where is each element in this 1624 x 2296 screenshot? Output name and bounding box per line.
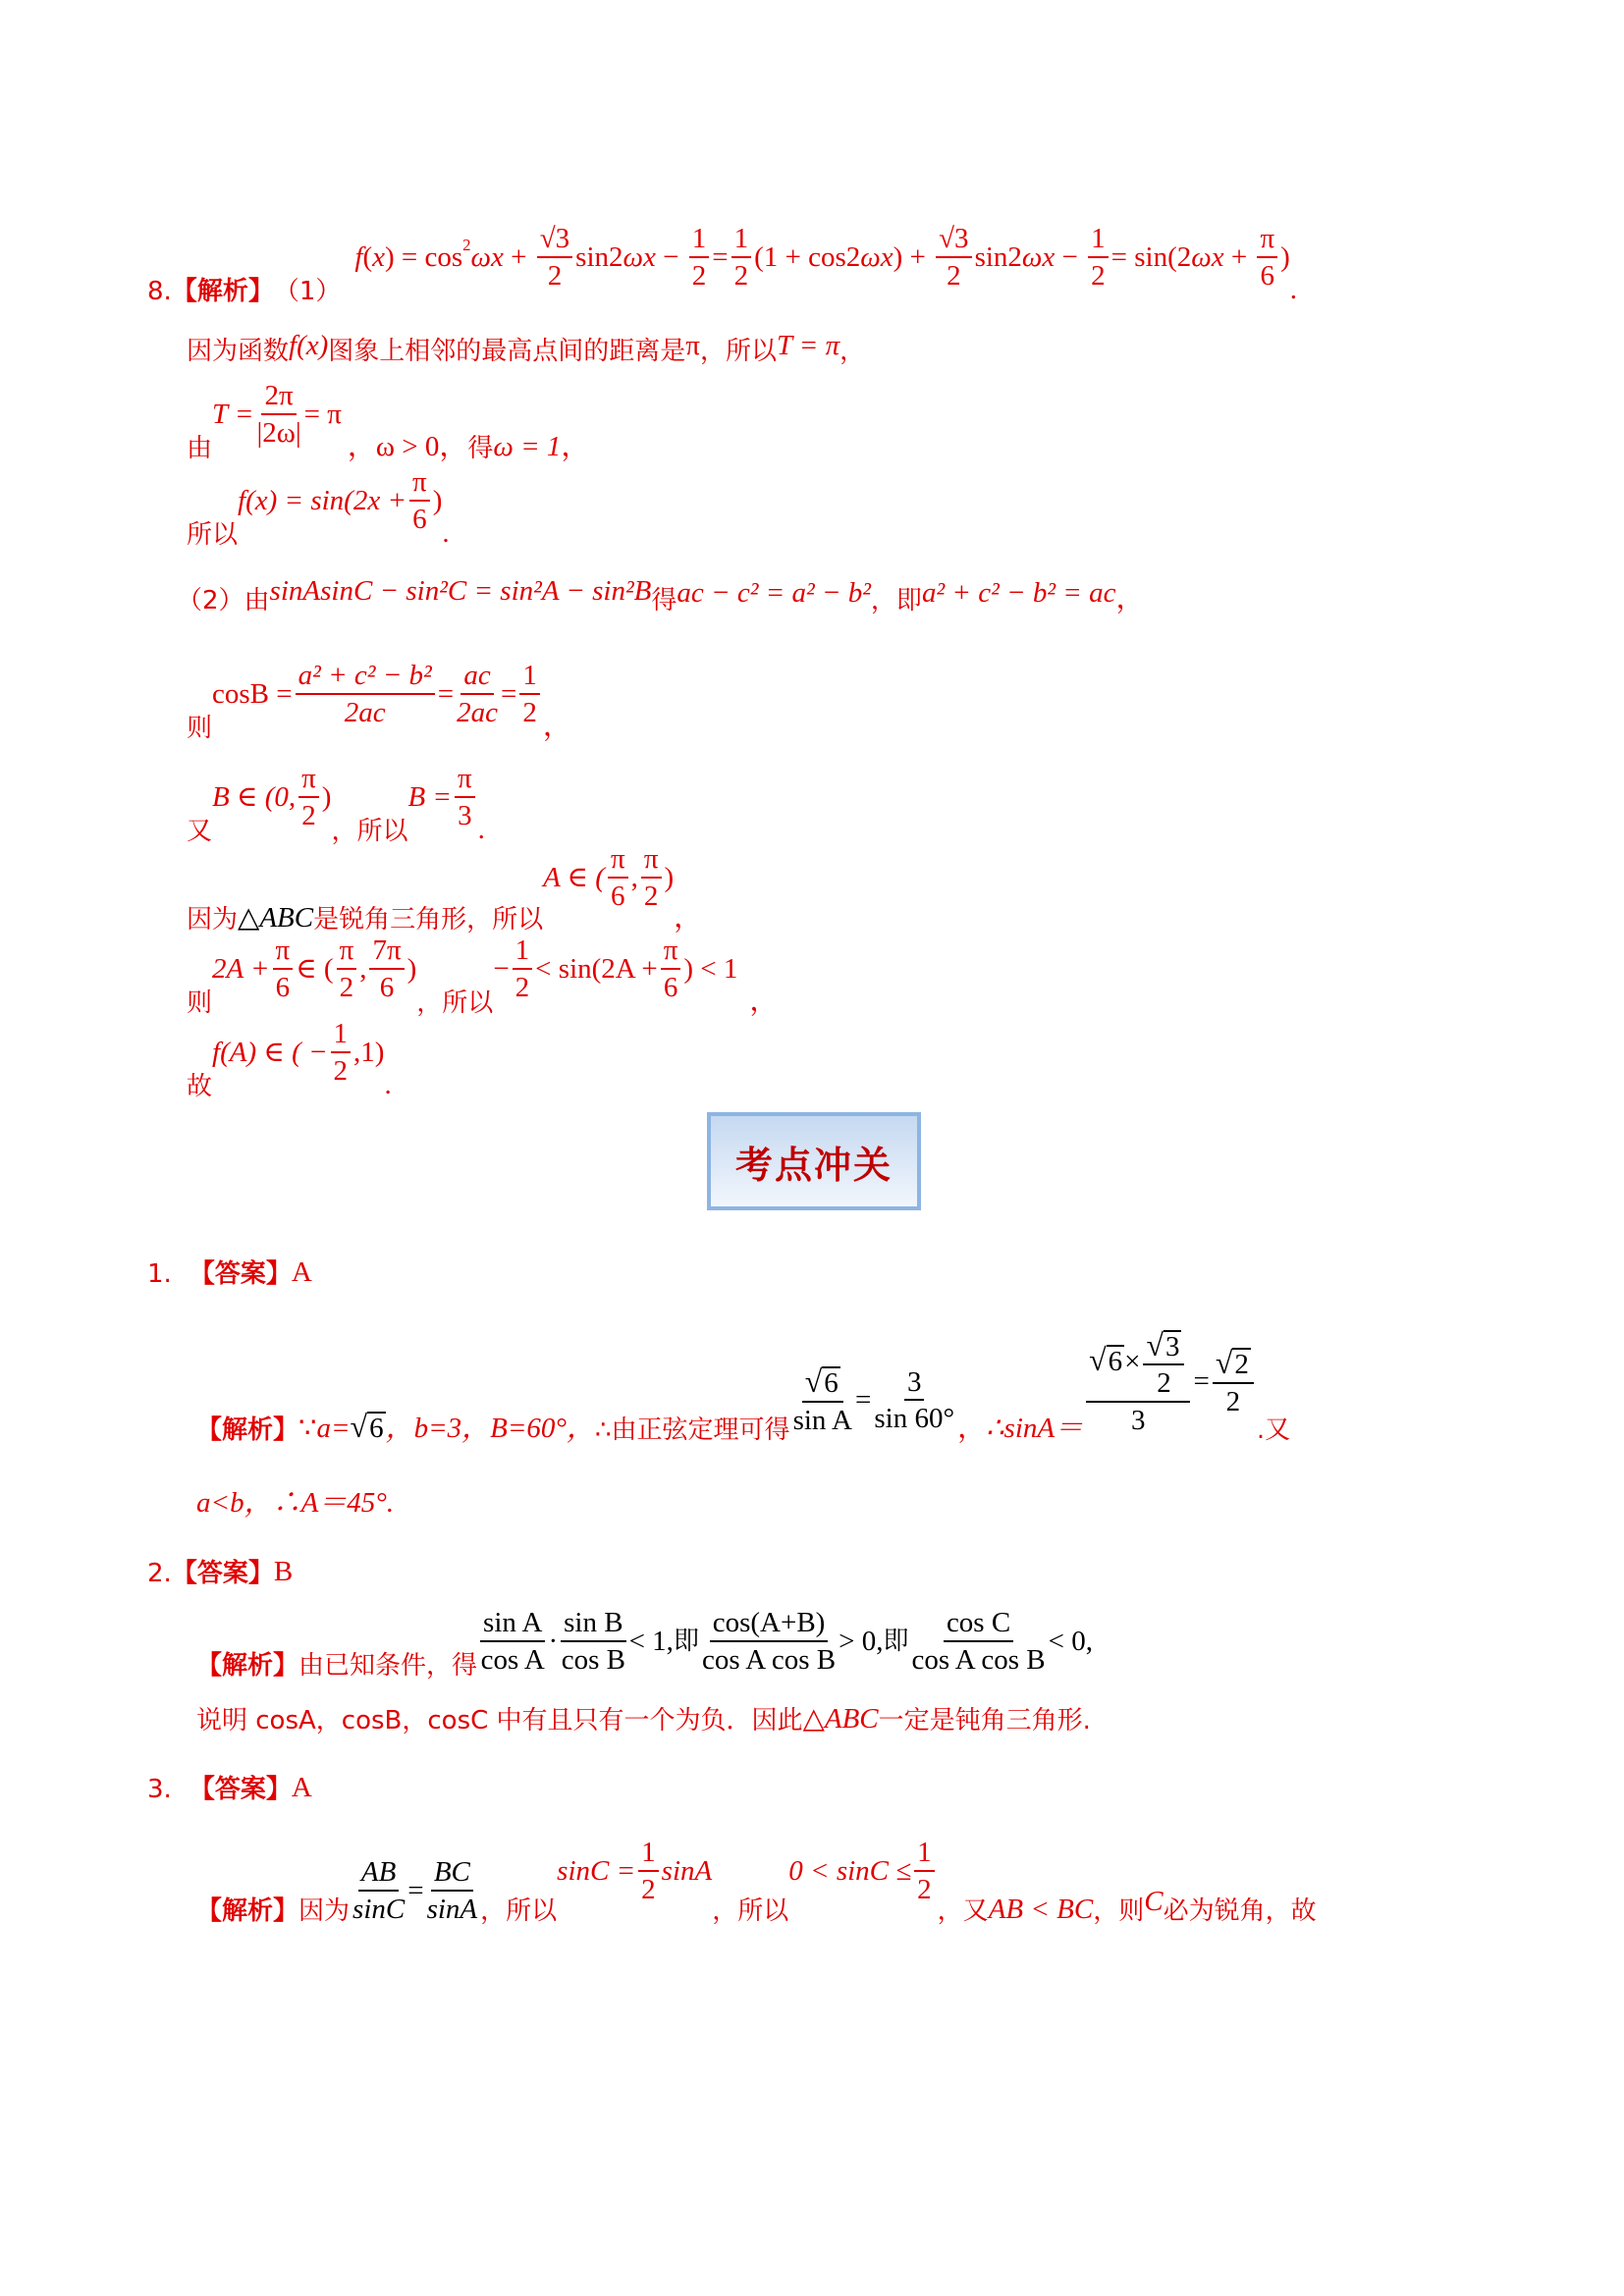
p8-line10: 故 f(A) ∈ ( − $\frac{1}{2}$ ,1) . (187, 1018, 392, 1101)
p8-line4: 所以 f(x) = sin(2x + $\frac{\pi}{6}$ ) . (187, 466, 450, 550)
section-callout-box (707, 1112, 921, 1210)
q3-analysis-line: 【解析】 因为 $\frac{AB}{\sin C}$ = $\frac{BC}{\sin A}$ ，所以 sinC = $\frac{1}{2}$ sinA ，所以 0 < sinC ≤ $\frac{1}{2}$ ，又 AB < BC ，则 C 必为锐角，故 (196, 1837, 1317, 1926)
p8-line3: 由 T = $\frac{2\pi}{|2\omega|}$ = π ，ω > 0， 得 ω = 1 ， (187, 380, 590, 463)
p8-line5: （2）由 sinAsinC − sin²C = sin²A − sin²B 得 ac − c² = a² − b² ，即 a² + c² − b² = ac ， (177, 575, 1145, 615)
analysis-label: 【解析】 (171, 277, 274, 306)
q1-conclusion-line: a<b，∴A＝45°. (196, 1487, 395, 1519)
q2-conclusion-line: 说明 cosA，cosB，cosC 中有且只有一个为负．因此 △ABC 一定是钝角三角形. (196, 1703, 1091, 1735)
q2-answer-line: 2. 【答案】 B (147, 1556, 294, 1588)
p8-line7: 又 B ∈ (0, $\frac{\pi}{2}$ ) ，所以 B = $\frac{\pi}{3}$ . (187, 763, 485, 846)
q1-analysis-line: 【解析】 ∵ a= √ 6 ，b=3，B=60°， ∴由正弦定理可得 √ 6 sin A = $\frac{3}{\sin 60^\circ}$ ， ∴sinA＝ √ 6 × √ 3 2 3 = √ 2 2 .又 (196, 1327, 1291, 1445)
p8-line6: 则 cosB = $\frac{\text{a² + c² − b²}}{2ac}$ = $\frac{ac}{2ac}$ = $\frac{1}{2}$ ， (187, 660, 571, 743)
q1-answer-line: 1. 【答案】 A (147, 1256, 312, 1289)
p8-line2: 因为函数 f(x) 图象上相邻的最高点间的距离是 π ，所以 T = π ， (187, 330, 866, 366)
q2-answer-value: B (273, 1556, 294, 1587)
p8-line9: 则 2A + $\frac{\pi}{6}$ ∈ ( $\frac{\pi}{2}$ , $\frac{7\pi}{6}$ ) ，所以 − $\frac{1}{2}$ < sin(2A + $\frac{\pi}{6}$ ) < 1 ， (187, 934, 779, 1018)
q3-answer-value: A (291, 1772, 312, 1803)
q1-answer-value: A (291, 1256, 312, 1288)
formula-fx-simplification: f ( x ) = cos 2 ωx + $\frac{√3}{2}$ sin2 ωx − $\frac{1}{2}$ = $\frac{1}{2}$ (1 + cos2 ωx ) + $\frac{√3}{2}$ sin2 ωx − $\frac{1}{2}$ = sin(2 ωx + $\frac{\pi}{6}$ ) (354, 223, 1290, 292)
problem-number: 8. (147, 277, 172, 306)
part-label: （1） (273, 277, 342, 306)
p8-line1: 8. 【解析】 （1） f ( x ) = cos 2 ωx + $\frac{√3}{2}$ sin2 ωx − $\frac{1}{2}$ = $\frac{1}{2}$ (1 + cos2 ωx ) + $\frac{√3}{2}$ sin2 ωx − $\frac{1}{2}$ = sin(2 ωx + $\frac{\pi}{6}$ ) . (147, 223, 1298, 306)
section-title: 考点冲关 (734, 1143, 893, 1187)
q3-answer-line: 3. 【答案】 A (147, 1772, 312, 1804)
p8-line8: 因为 △ABC 是锐角三角形，所以 A ∈ ( $\frac{\pi}{6}$ , $\frac{\pi}{2}$ ) ， (187, 843, 703, 934)
q2-analysis-line: 【解析】 由已知条件，得 $\frac{\text{sin A}}{\text{cos A}}$ · $\frac{\text{sin B}}{\text{cos B}}$ < 1, 即 $\frac{\cos(A+B)}{\text{cos A cos B}}$ > 0, 即 $\frac{\text{cos C}}{\text{cos A cos B}}$ < 0, (196, 1607, 1093, 1681)
